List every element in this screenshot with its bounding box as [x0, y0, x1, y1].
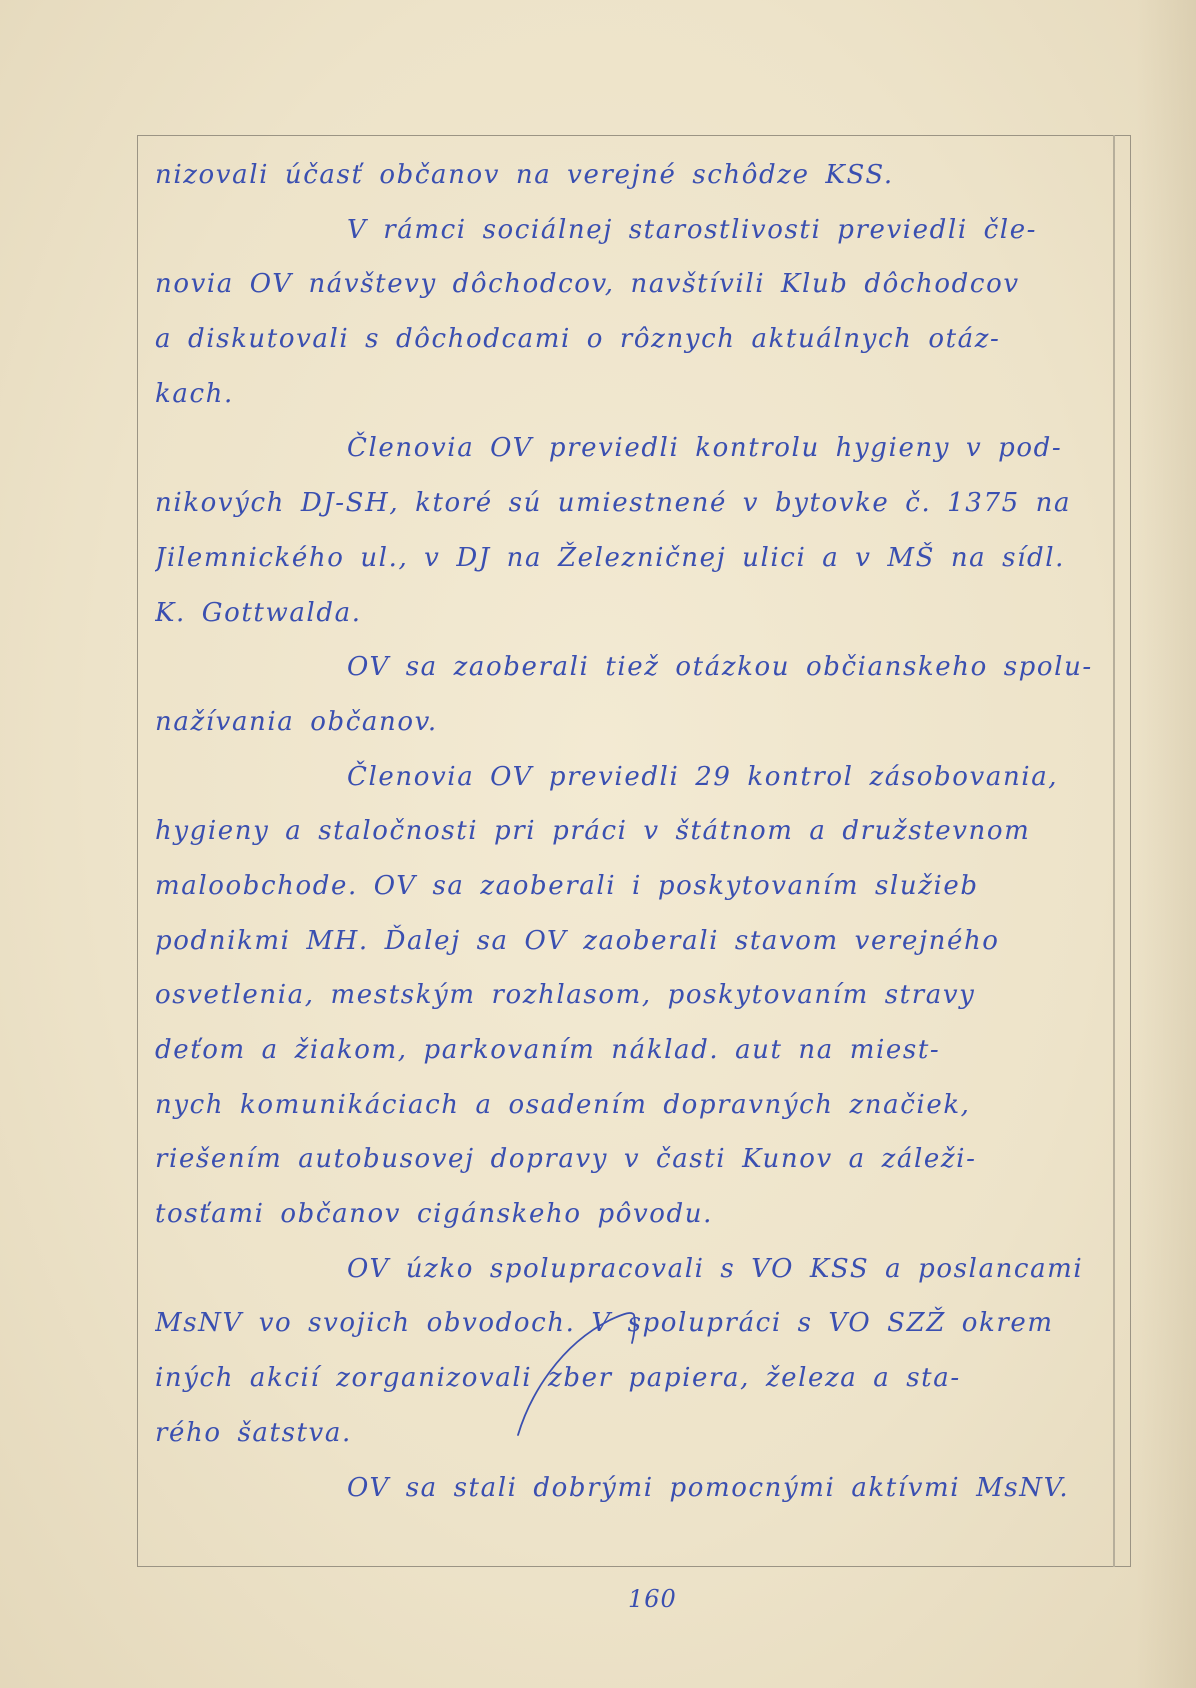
text-line: osvetlenia, mestským rozhlasom, poskytovaním stravy [155, 980, 976, 1011]
text-line: maloobchode. OV sa zaoberali i poskytovaním služieb [155, 870, 979, 901]
text-line: Členovia OV previedli kontrolu hygieny v pod- [347, 433, 1063, 464]
text-line: OV sa stali dobrými pomocnými aktívmi MsNV. [347, 1472, 1070, 1503]
text-line: OV sa zaoberali tiež otázkou občianskeho spolu- [347, 652, 1093, 683]
text-line: K. Gottwalda. [155, 597, 362, 628]
text-line: rého šatstva. [155, 1417, 352, 1448]
text-line: riešením autobusovej dopravy v časti Kunov a záleži- [155, 1144, 977, 1175]
text-line: OV úzko spolupracovali s VO KSS a poslancami [347, 1253, 1084, 1284]
text-line: nažívania občanov. [155, 706, 438, 737]
text-line: nikových DJ-SH, ktoré sú umiestnené v bytovke č. 1375 na [155, 488, 1072, 519]
text-line: iných akcií zorganizovali zber papiera, železa a sta- [155, 1363, 961, 1394]
text-line: nych komunikáciach a osadením dopravných značiek, [155, 1089, 971, 1120]
text-line: podnikmi MH. Ďalej sa OV zaoberali stavom verejného [155, 925, 1000, 956]
text-line: kach. [155, 378, 234, 409]
text-line: novia OV návštevy dôchodcov, navštívili Klub dôchodcov [155, 269, 1020, 300]
page-number: 160 [628, 1585, 677, 1613]
page-edge-shadow [1136, 0, 1196, 1688]
text-line: Jilemnického ul., v DJ na Železničnej ulici a v MŠ na sídl. [155, 542, 1066, 573]
text-line: tosťami občanov cigánskeho pôvodu. [155, 1199, 713, 1230]
text-line: a diskutovali s dôchodcami o rôznych aktuálnych otáz- [155, 324, 1001, 355]
text-line: hygieny a staločnosti pri práci v štátnom a družstevnom [155, 816, 1031, 847]
text-line: nizovali účasť občanov na verejné schôdze KSS. [155, 160, 894, 190]
text-line: Členovia OV previedli 29 kontrol zásobovania, [347, 761, 1059, 792]
text-line: MsNV vo svojich obvodoch. V spolupráci s VO SZŽ okrem [155, 1308, 1054, 1339]
text-line: V rámci sociálnej starostlivosti previedli čle- [347, 214, 1038, 245]
text-line: deťom a žiakom, parkovaním náklad. aut na miest- [155, 1035, 941, 1065]
signature-stroke [500, 1285, 700, 1445]
